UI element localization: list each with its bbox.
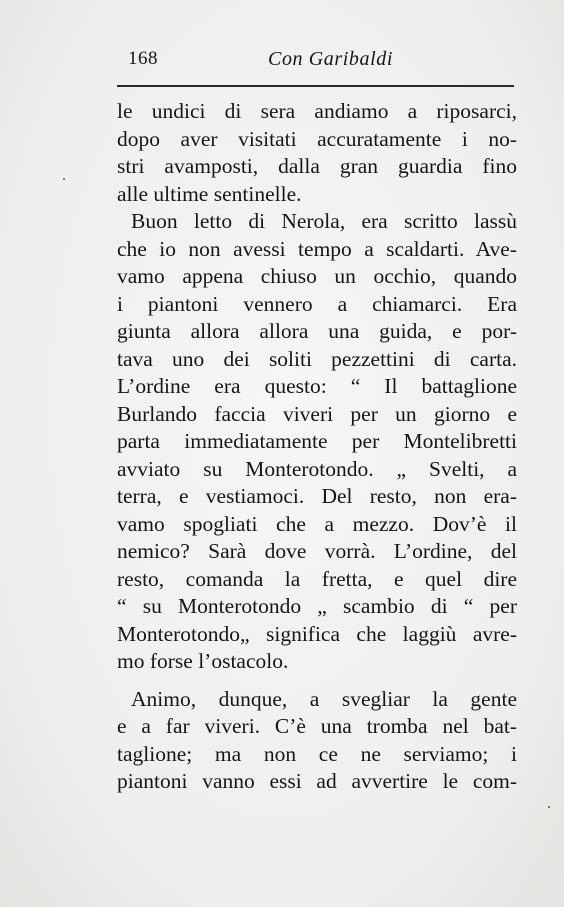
text-line: i piantoni vennero a chiamarci. Era — [117, 291, 517, 316]
paper-speck — [63, 178, 65, 180]
text-line: giunta allora allora una guida, e por- — [117, 319, 517, 343]
text-line: Burlando faccia viveri per un giorno e — [117, 401, 517, 426]
body-text — [117, 98, 517, 796]
text-line: mo forse l’ostacolo. — [117, 649, 289, 673]
text-line: piantoni vanno essi ad avvertire le com- — [117, 769, 517, 793]
running-title: Con Garibaldi — [268, 48, 394, 70]
paper-speck — [548, 806, 550, 808]
paragraph — [117, 208, 517, 676]
text-line: dopo aver visitati accuratamente i no- — [117, 126, 517, 151]
paragraph-gap — [117, 676, 517, 686]
paragraph — [117, 98, 517, 208]
text-line: stri avamposti, dalla gran guardia fino — [117, 154, 517, 178]
header-rule — [117, 85, 514, 87]
text-line: alle ultime sentinelle. — [117, 181, 302, 206]
text-line: nemico? Sarà dove vorrà. L’ordine, del — [117, 539, 517, 563]
text-line: Monterotondo„ significa che laggiù avre- — [117, 621, 517, 646]
paragraph — [117, 686, 517, 796]
text-line: avviato su Monterotondo. „ Svelti, a — [117, 456, 517, 481]
page-header — [128, 44, 513, 74]
text-line: e a far viveri. C’è una tromba nel bat- — [117, 714, 517, 738]
text-line: L’ordine era questo: “ Il battaglione — [117, 374, 517, 398]
text-line: taglione; ma non ce ne serviamo; i — [117, 741, 517, 766]
text-line: vamo appena chiuso un occhio, quando — [117, 264, 517, 288]
text-line: che io non avessi tempo a scaldarti. Ave- — [117, 236, 517, 261]
text-line: vamo spogliati che a mezzo. Dov’è il — [117, 511, 517, 536]
text-line: Buon letto di Nerola, era scritto lassù — [131, 209, 517, 233]
text-line: le undici di sera andiamo a riposarci, — [117, 99, 517, 123]
text-line: Animo, dunque, a svegliar la gente — [131, 686, 517, 711]
text-line: tava uno dei soliti pezzettini di carta. — [117, 346, 517, 371]
text-line: parta immediatamente per Montelibretti — [117, 429, 517, 453]
text-line: “ su Monterotondo „ scambio di “ per — [117, 594, 517, 618]
text-line: resto, comanda la fretta, e quel dire — [117, 566, 517, 591]
text-line: terra, e vestiamoci. Del resto, non era- — [117, 484, 517, 508]
page-number: 168 — [128, 48, 158, 69]
